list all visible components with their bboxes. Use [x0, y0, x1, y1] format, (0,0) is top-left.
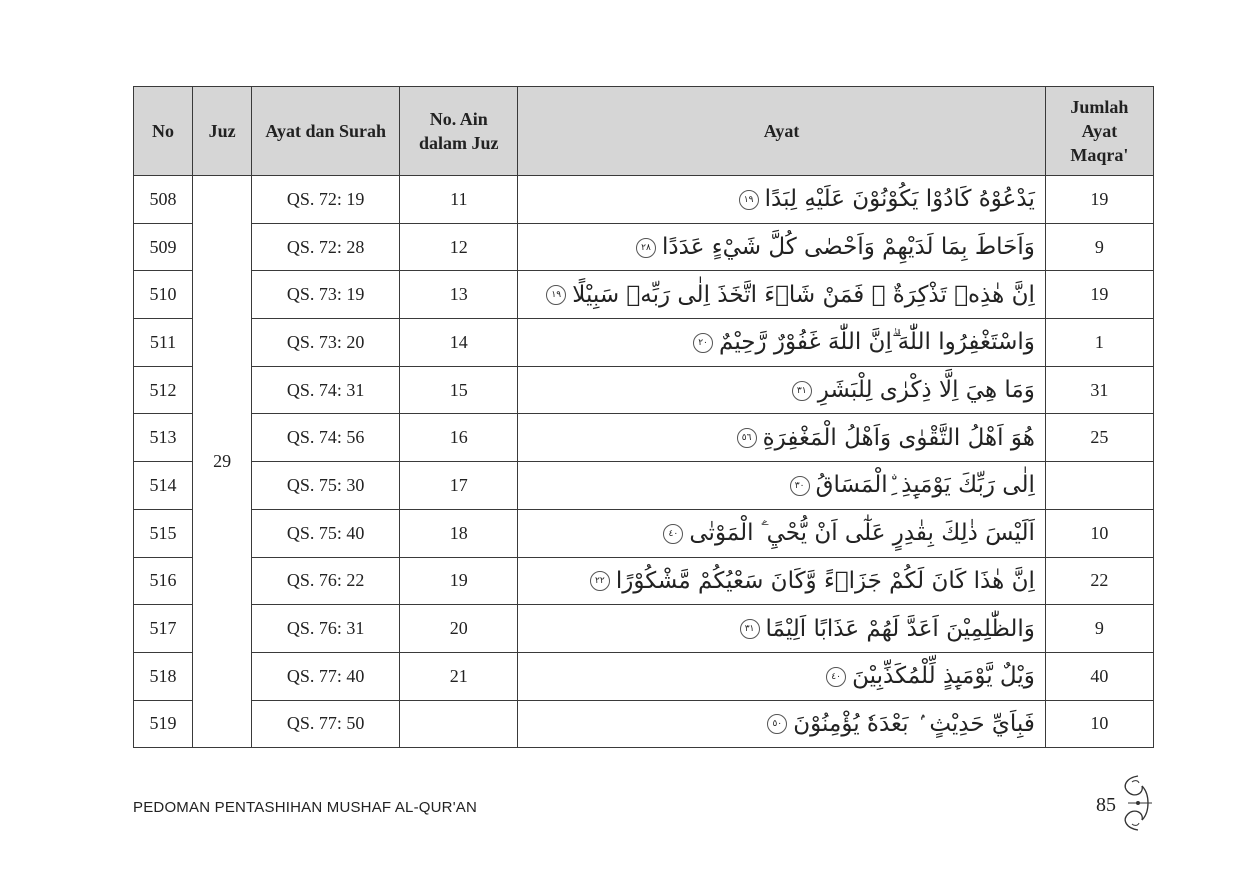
cell-jumlah: 10 — [1045, 509, 1153, 557]
cell-ain: 11 — [400, 176, 518, 224]
cell-ayat — [518, 366, 1046, 414]
cell-ayat-surah: QS. 74: 31 — [252, 366, 400, 414]
cell-jumlah: 9 — [1045, 223, 1153, 271]
ayah-number-mark: ١٩ — [546, 285, 566, 305]
cell-ayat — [518, 509, 1046, 557]
ayat-text: هُوَ اَهْلُ التَّقْوٰى وَاَهْلُ الْمَغْفِرَةِ — [762, 424, 1035, 451]
cell-ayat — [518, 176, 1046, 224]
cell-ayat-surah: QS. 76: 31 — [252, 605, 400, 653]
cell-no: 511 — [134, 319, 193, 367]
table-row — [134, 414, 1154, 462]
header-juz: Juz — [193, 87, 252, 176]
cell-jumlah: 25 — [1045, 414, 1153, 462]
cell-ayat-surah: QS. 73: 20 — [252, 319, 400, 367]
ayat-text: اَلَيْسَ ذٰلِكَ بِقٰدِرٍ عَلٰٓى اَنْ يُّحْيِ َۧ الْمَوْتٰى — [689, 520, 1035, 547]
cell-ain: 18 — [400, 509, 518, 557]
ayah-number-mark: ٣٠ — [790, 476, 810, 496]
cell-ain: 16 — [400, 414, 518, 462]
cell-jumlah: 1 — [1045, 319, 1153, 367]
cell-ayat-surah: QS. 77: 40 — [252, 652, 400, 700]
cell-ayat-surah: QS. 76: 22 — [252, 557, 400, 605]
cell-ain: 20 — [400, 605, 518, 653]
header-no: No — [134, 87, 193, 176]
ayat-text: فَبِاَيِّ حَدِيْثٍ ۢ بَعْدَهٗ يُؤْمِنُوْنَ — [793, 710, 1035, 737]
table-row — [134, 223, 1154, 271]
cell-ain: 15 — [400, 366, 518, 414]
ayah-number-mark: ٢٨ — [636, 238, 656, 258]
ayat-text: اِنَّ هٰذَا كَانَ لَكُمْ جَزَاۤءً وَّكَانَ سَعْيُكُمْ مَّشْكُوْرًا — [615, 567, 1035, 594]
header-ayat: Ayat — [518, 87, 1046, 176]
cell-ain — [400, 700, 518, 748]
cell-no: 510 — [134, 271, 193, 319]
ayah-number-mark: ٤٠ — [826, 667, 846, 687]
table-body — [134, 176, 1154, 748]
cell-ain: 14 — [400, 319, 518, 367]
cell-ain: 12 — [400, 223, 518, 271]
cell-ayat — [518, 414, 1046, 462]
cell-no: 513 — [134, 414, 193, 462]
ain-table — [133, 86, 1154, 748]
cell-ayat — [518, 462, 1046, 510]
ayah-number-mark: ٢٢ — [590, 571, 610, 591]
ayat-text: اِلٰى رَبِّكَ يَوْمَىِٕذِ ِۨالْمَسَاقُ — [815, 472, 1035, 499]
cell-ain: 17 — [400, 462, 518, 510]
cell-ayat-surah: QS. 75: 30 — [252, 462, 400, 510]
cell-ain: 21 — [400, 652, 518, 700]
table-row — [134, 700, 1154, 748]
ayah-number-mark: ٥٠ — [767, 714, 787, 734]
header-ayat-surah: Ayat dan Surah — [252, 87, 400, 176]
cell-jumlah: 9 — [1045, 605, 1153, 653]
table-row — [134, 605, 1154, 653]
cell-ayat — [518, 652, 1046, 700]
table-row — [134, 462, 1154, 510]
cell-ayat — [518, 223, 1046, 271]
ayat-text: وَيْلٌ يَّوْمَىِٕذٍ لِّلْمُكَذِّبِيْنَ — [852, 663, 1035, 690]
cell-no: 508 — [134, 176, 193, 224]
cell-ain: 19 — [400, 557, 518, 605]
footer-title: PEDOMAN PENTASHIHAN MUSHAF AL-QUR'AN — [133, 799, 477, 816]
ayah-number-mark: ٢٠ — [693, 333, 713, 353]
cell-jumlah: 22 — [1045, 557, 1153, 605]
cell-jumlah: 19 — [1045, 271, 1153, 319]
cell-ayat — [518, 700, 1046, 748]
table-row — [134, 176, 1154, 224]
table-row — [134, 319, 1154, 367]
cell-jumlah: 40 — [1045, 652, 1153, 700]
cell-ayat-surah: QS. 74: 56 — [252, 414, 400, 462]
cell-jumlah — [1045, 462, 1153, 510]
cell-no: 516 — [134, 557, 193, 605]
cell-ayat-surah: QS. 75: 40 — [252, 509, 400, 557]
ayah-number-mark: ٥٦ — [737, 428, 757, 448]
ayah-number-mark: ٣١ — [792, 381, 812, 401]
cell-ayat-surah: QS. 77: 50 — [252, 700, 400, 748]
ayat-text: اِنَّ هٰذِهٖ تَذْكِرَةٌ ۚ فَمَنْ شَاۤءَ اتَّخَذَ اِلٰى رَبِّهٖ سَبِيْلًا — [572, 281, 1035, 308]
table-row — [134, 557, 1154, 605]
cell-no: 514 — [134, 462, 193, 510]
ayat-text: وَالظّٰلِمِيْنَ اَعَدَّ لَهُمْ عَذَابًا اَلِيْمًا — [765, 615, 1035, 642]
cell-no: 519 — [134, 700, 193, 748]
cell-ayat-surah: QS. 72: 28 — [252, 223, 400, 271]
cell-ayat — [518, 319, 1046, 367]
header-ain: No. Ain dalam Juz — [400, 87, 518, 176]
ayah-number-mark: ١٩ — [739, 190, 759, 210]
cell-ayat-surah: QS. 73: 19 — [252, 271, 400, 319]
ayah-number-mark: ٣١ — [740, 619, 760, 639]
cell-ayat — [518, 605, 1046, 653]
table-row — [134, 366, 1154, 414]
cell-jumlah: 19 — [1045, 176, 1153, 224]
ayat-text: وَاَحَاطَ بِمَا لَدَيْهِمْ وَاَحْصٰى كُلَّ شَيْءٍ عَدَدًا — [662, 234, 1035, 261]
cell-juz: 29 — [193, 176, 252, 748]
cell-ayat — [518, 557, 1046, 605]
cell-no: 515 — [134, 509, 193, 557]
cell-jumlah: 10 — [1045, 700, 1153, 748]
cell-ayat — [518, 271, 1046, 319]
table-header-row — [134, 87, 1154, 176]
table-row — [134, 509, 1154, 557]
ayat-text: وَاسْتَغْفِرُوا اللّٰهَ ۗاِنَّ اللّٰهَ غَفُوْرٌ رَّحِيْمٌ — [719, 329, 1035, 356]
page-number: 85 — [1096, 794, 1116, 816]
cell-no: 518 — [134, 652, 193, 700]
table-row — [134, 271, 1154, 319]
cell-no: 512 — [134, 366, 193, 414]
ayat-text: يَدْعُوْهُ كَادُوْا يَكُوْنُوْنَ عَلَيْهِ لِبَدًا — [764, 186, 1035, 213]
ayah-number-mark: ٤٠ — [663, 524, 683, 544]
ayat-text: وَمَا هِيَ اِلَّا ذِكْرٰى لِلْبَشَرِ — [817, 377, 1035, 404]
cell-no: 509 — [134, 223, 193, 271]
table-row — [134, 652, 1154, 700]
header-jumlah: Jumlah Ayat Maqra' — [1045, 87, 1153, 176]
cell-ayat-surah: QS. 72: 19 — [252, 176, 400, 224]
cell-no: 517 — [134, 605, 193, 653]
cell-ain: 13 — [400, 271, 518, 319]
cell-jumlah: 31 — [1045, 366, 1153, 414]
ornament-icon — [1108, 772, 1154, 834]
